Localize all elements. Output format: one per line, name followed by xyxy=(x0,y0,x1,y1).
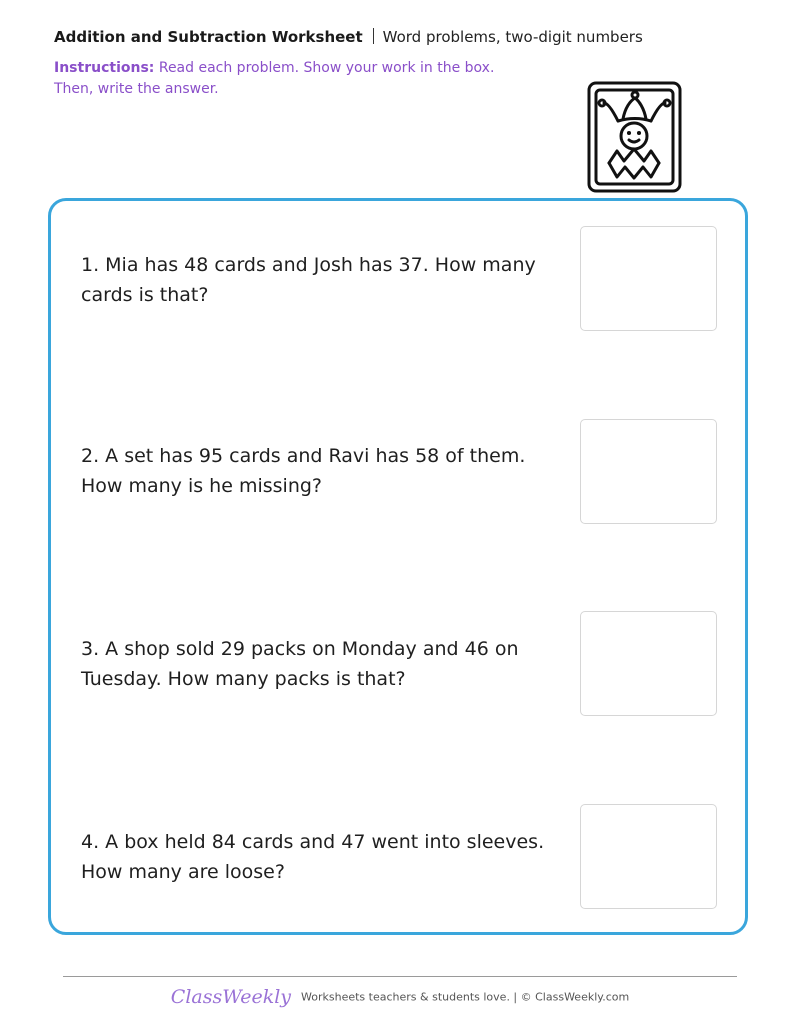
answer-box-3[interactable] xyxy=(580,611,717,716)
problem-1: 1. Mia has 48 cards and Josh has 37. How many cards is that? xyxy=(81,254,536,306)
worksheet-title: Addition and Subtraction Worksheet xyxy=(54,28,363,46)
footer-tagline: Worksheets teachers & students love. | © ClassWeekly.com xyxy=(301,990,630,1004)
worksheet-header xyxy=(54,26,643,48)
title-divider xyxy=(373,28,374,44)
worksheet-subtitle: Word problems, two-digit numbers xyxy=(382,28,643,46)
jester-card-icon xyxy=(587,81,682,193)
footer xyxy=(0,986,800,1008)
instructions-lead: Instructions: xyxy=(54,60,155,76)
answer-box-1[interactable] xyxy=(580,226,717,331)
problem-4: 4. A box held 84 cards and 47 went into sleeves. How many are loose? xyxy=(81,831,545,883)
answer-box-2[interactable] xyxy=(580,419,717,524)
problem-2: 2. A set has 95 cards and Ravi has 58 of them. How many is he missing? xyxy=(81,445,526,497)
footer-divider xyxy=(63,976,737,977)
instructions xyxy=(54,58,534,100)
instructions-text: Read each problem. Show your work in the box. Then, write the answer. xyxy=(54,60,495,97)
problem-3: 3. A shop sold 29 packs on Monday and 46 on Tuesday. How many packs is that? xyxy=(81,638,519,690)
brand-logo: ClassWeekly xyxy=(170,986,292,1008)
answer-box-4[interactable] xyxy=(580,804,717,909)
